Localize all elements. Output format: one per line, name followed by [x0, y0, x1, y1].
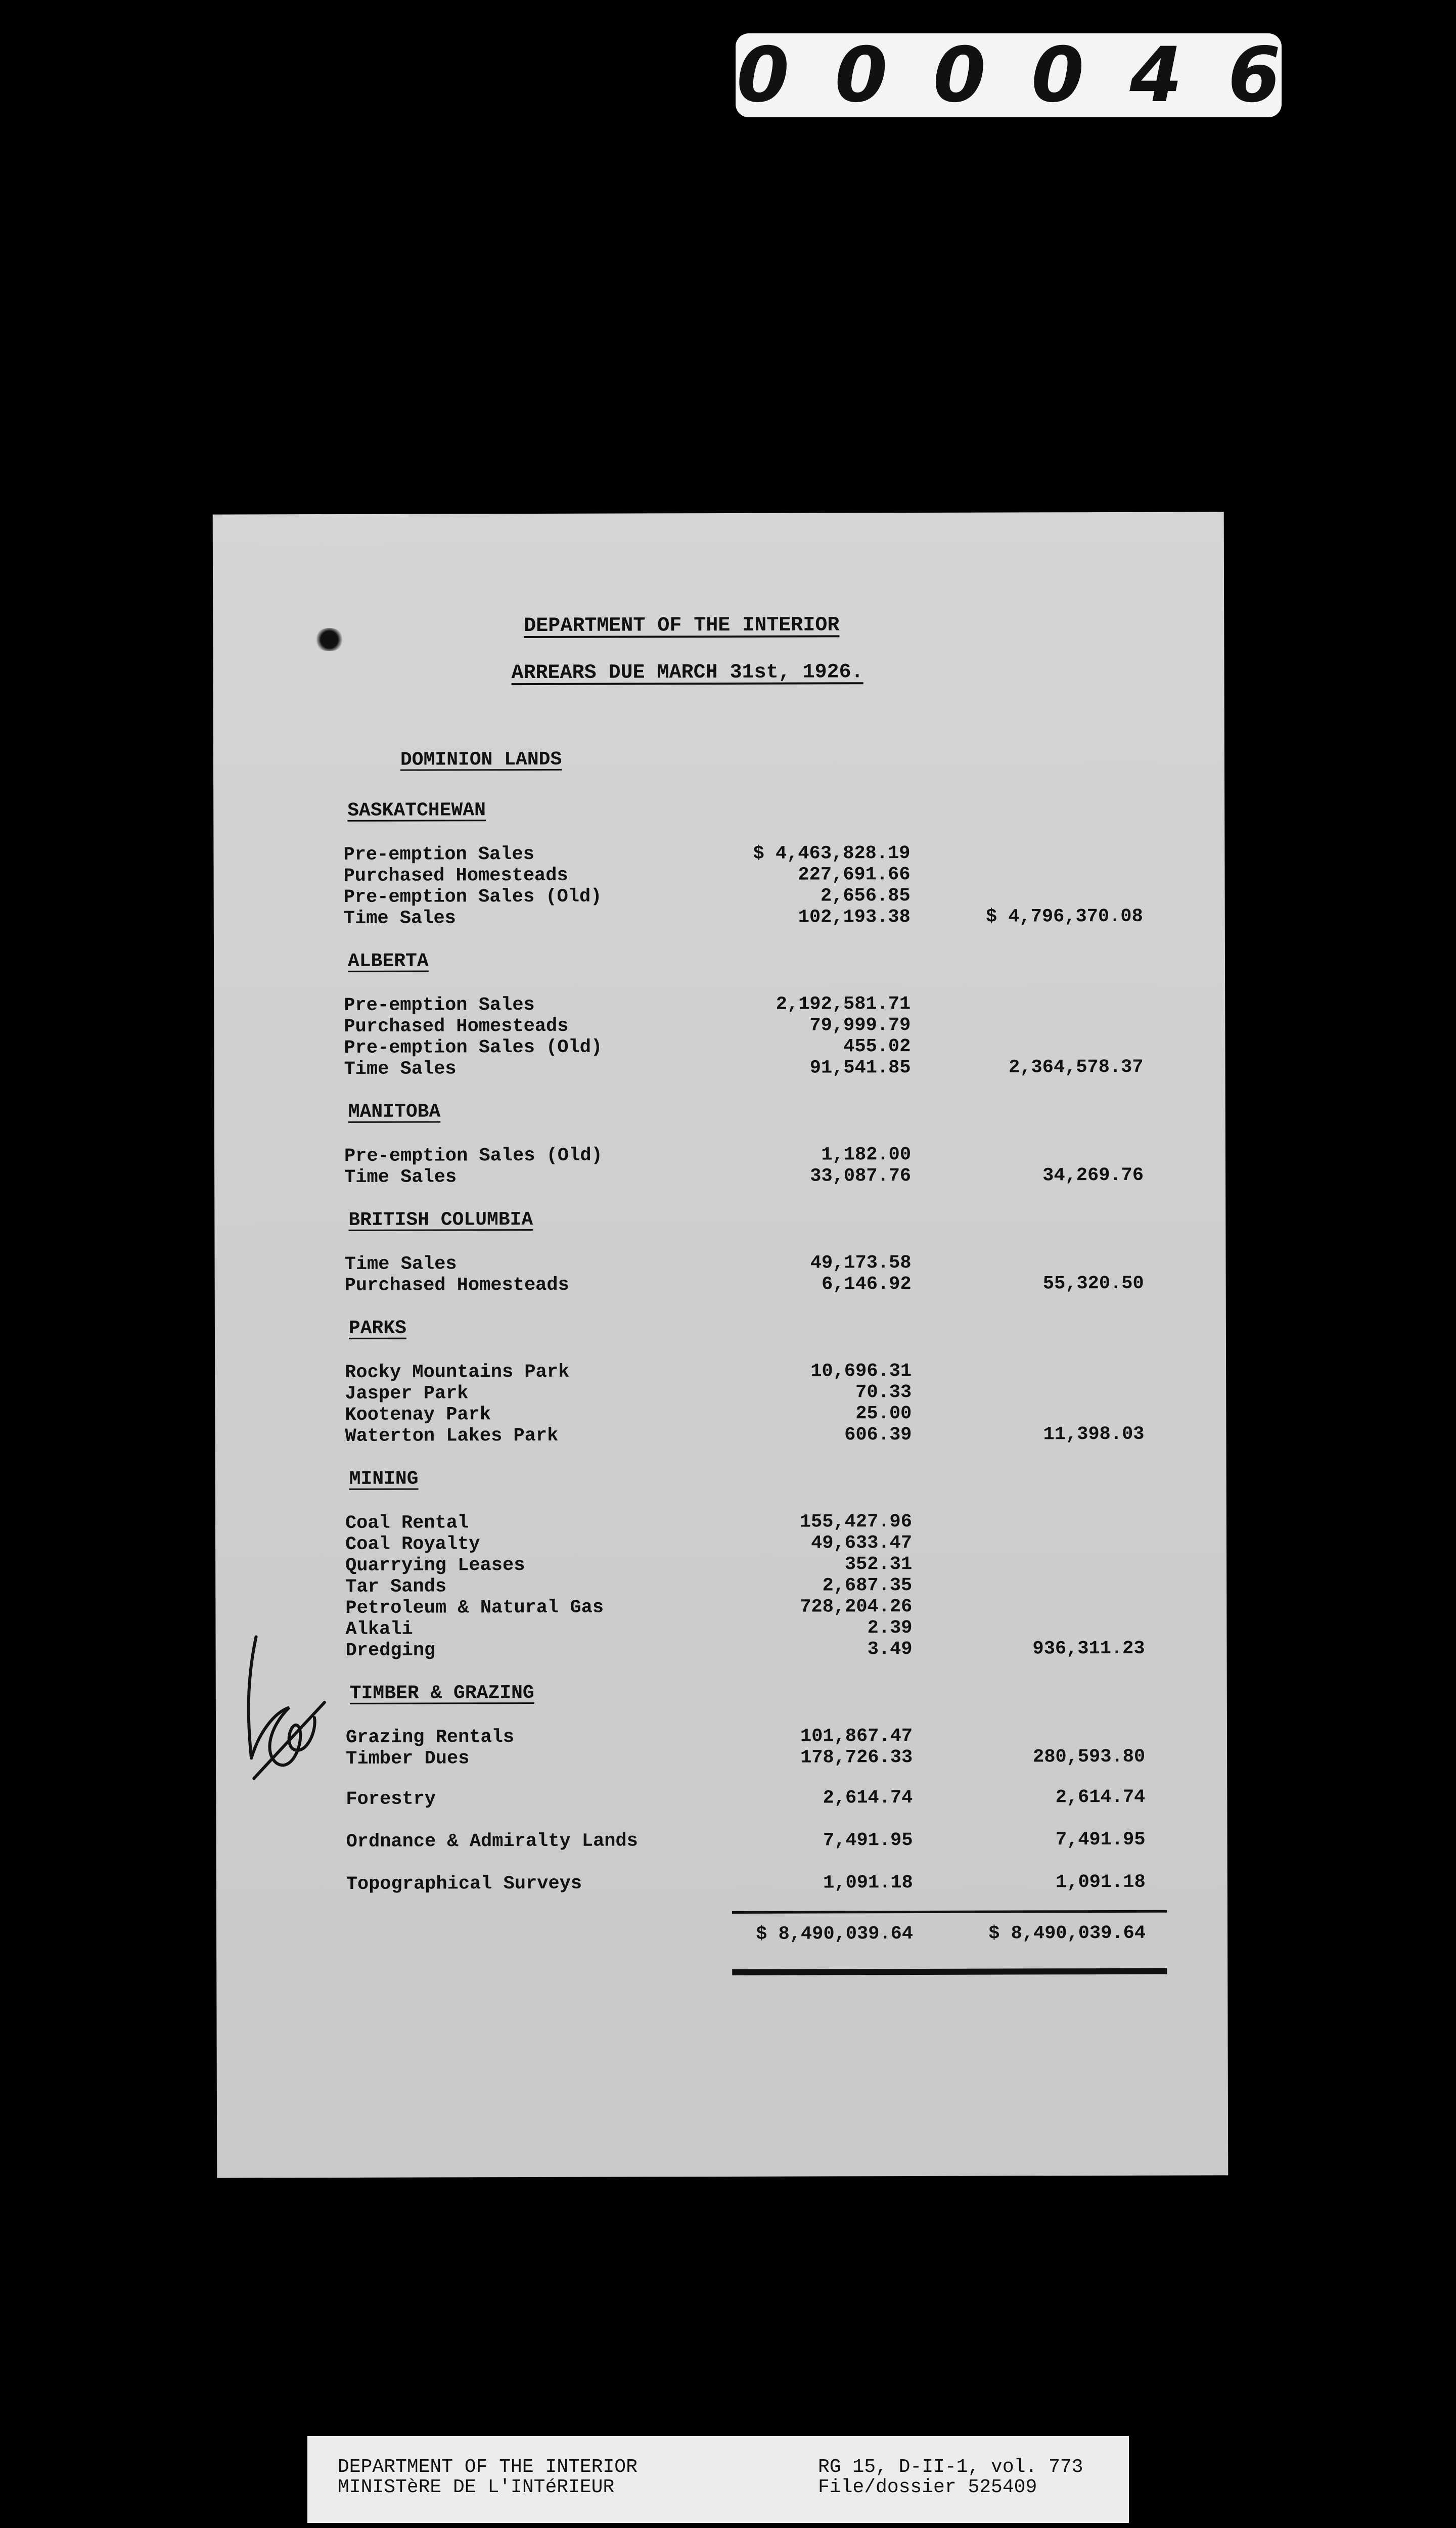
grand-total-total: $ 8,490,039.64 — [988, 1922, 1146, 1945]
row-label: Purchased Homesteads — [343, 865, 568, 887]
row-label: Dredging — [345, 1640, 436, 1661]
row-amount: 227,691.66 — [798, 864, 911, 886]
row-total: 936,311.23 — [1032, 1638, 1145, 1660]
ledger-row-single — [216, 1786, 1227, 1811]
row-label: Purchased Homesteads — [344, 1274, 569, 1296]
row-amount: 33,087.76 — [810, 1165, 912, 1187]
row-label: Pre-emption Sales (Old) — [344, 1036, 603, 1059]
row-label: Tar Sands — [345, 1576, 447, 1598]
row-label: Waterton Lakes Park — [345, 1425, 559, 1447]
row-amount: 6,146.92 — [821, 1274, 912, 1295]
row-amount: 455.02 — [843, 1036, 911, 1058]
ledger-row — [214, 906, 1225, 930]
document-subtitle: ARREARS DUE MARCH 31st, 1926. — [511, 661, 863, 685]
row-total: 2,614.74 — [1055, 1786, 1146, 1809]
ledger-row — [216, 1638, 1227, 1662]
archive-ref-dept-en: DEPARTMENT OF THE INTERIOR — [338, 2456, 638, 2478]
total-rule-bottom — [732, 1968, 1167, 1975]
ledger-row — [216, 1746, 1227, 1771]
row-label: Grazing Rentals — [345, 1727, 515, 1748]
row-amount: 2.39 — [867, 1617, 913, 1639]
row-amount: 10,696.31 — [810, 1361, 912, 1382]
row-label: Pre-emption Sales — [343, 843, 534, 866]
row-amount: 1,182.00 — [821, 1144, 912, 1166]
row-amount: 2,192,581.71 — [776, 994, 911, 1015]
document-title: DEPARTMENT OF THE INTERIOR — [524, 614, 840, 638]
row-label: Coal Rental — [345, 1512, 469, 1534]
row-total: 280,593.80 — [1033, 1746, 1146, 1768]
row-amount: 7,491.95 — [823, 1830, 913, 1852]
row-total: 1,091.18 — [1056, 1871, 1146, 1893]
row-amount: 2,614.74 — [823, 1787, 913, 1809]
row-total: 7,491.95 — [1055, 1829, 1146, 1851]
total-rule-top — [732, 1910, 1167, 1914]
group-heading: SASKATCHEWAN — [347, 799, 486, 822]
handwritten-initials — [228, 1627, 330, 1789]
row-amount: 102,193.38 — [798, 907, 911, 928]
row-label: Time Sales — [343, 908, 456, 929]
archive-ref-volume: RG 15, D-II-1, vol. 773 — [818, 2456, 1083, 2478]
row-amount: 2,687.35 — [822, 1575, 913, 1597]
row-total: 34,269.76 — [1042, 1164, 1144, 1187]
row-label: Petroleum & Natural Gas — [345, 1597, 604, 1619]
row-amount: 352.31 — [844, 1554, 913, 1575]
ledger-row — [215, 1273, 1226, 1297]
grand-total-amount: $ 8,490,039.64 — [756, 1923, 914, 1945]
row-amount: 49,633.47 — [811, 1532, 913, 1554]
row-total: 11,398.03 — [1043, 1423, 1145, 1446]
grand-total-row — [216, 1922, 1227, 1947]
row-total: $ 4,796,370.08 — [985, 906, 1143, 928]
row-label: Kootenay Park — [345, 1404, 491, 1426]
row-label: Pre-emption Sales (Old) — [343, 886, 602, 908]
row-amount: 178,726.33 — [800, 1747, 913, 1769]
row-total: 55,320.50 — [1042, 1273, 1144, 1295]
row-label: Pre-emption Sales (Old) — [344, 1145, 603, 1167]
row-label: Time Sales — [344, 1166, 457, 1188]
group-heading: TIMBER & GRAZING — [349, 1682, 534, 1704]
ledger-row-single — [216, 1829, 1227, 1854]
frame-number-plate — [736, 31, 1327, 119]
archive-reference-label — [307, 2436, 1129, 2523]
group-heading: MANITOBA — [348, 1101, 441, 1123]
row-label: Ordnance & Admiralty Lands — [346, 1830, 638, 1853]
row-label: Time Sales — [344, 1253, 457, 1275]
group-heading: ALBERTA — [347, 950, 429, 972]
archive-ref-dept-fr: MINISTèRE DE L'INTéRIEUR — [338, 2476, 615, 2498]
frame-number: 000046 — [736, 31, 1327, 119]
row-amount: $ 4,463,828.19 — [753, 843, 911, 865]
ink-blot — [314, 628, 344, 651]
row-amount: 101,867.47 — [800, 1726, 913, 1747]
row-label: Timber Dues — [346, 1748, 470, 1770]
section-heading: DOMINION LANDS — [400, 748, 562, 771]
row-amount: 1,091.18 — [823, 1872, 913, 1894]
group-heading: PARKS — [348, 1317, 406, 1339]
row-label: Topographical Surveys — [346, 1873, 582, 1895]
row-amount: 91,541.85 — [809, 1057, 911, 1079]
row-label: Jasper Park — [345, 1383, 469, 1405]
row-label: Pre-emption Sales — [344, 994, 535, 1016]
row-amount: 25.00 — [855, 1403, 912, 1425]
group-heading: MINING — [349, 1468, 419, 1490]
row-label: Purchased Homesteads — [344, 1015, 569, 1037]
row-amount: 155,427.96 — [799, 1511, 912, 1533]
row-label: Alkali — [345, 1618, 413, 1640]
row-label: Rocky Mountains Park — [345, 1361, 570, 1383]
ledger-row — [215, 1423, 1226, 1448]
row-amount: 2,656.85 — [820, 885, 911, 907]
row-label: Coal Royalty — [345, 1533, 480, 1555]
group-heading: BRITISH COLUMBIA — [348, 1208, 533, 1231]
row-amount: 70.33 — [855, 1382, 912, 1404]
document-sheet — [213, 512, 1228, 2178]
row-amount: 3.49 — [867, 1639, 913, 1660]
ledger-row — [214, 1056, 1225, 1081]
row-label: Forestry — [346, 1788, 436, 1810]
ledger-row — [214, 1164, 1225, 1189]
archive-ref-file: File/dossier 525409 — [818, 2476, 1037, 2498]
row-amount: 728,204.26 — [800, 1596, 913, 1618]
row-label: Time Sales — [344, 1058, 457, 1080]
row-total: 2,364,578.37 — [1009, 1056, 1144, 1078]
row-amount: 606.39 — [844, 1424, 912, 1446]
row-amount: 79,999.79 — [809, 1015, 911, 1036]
row-label: Quarrying Leases — [345, 1555, 525, 1576]
ledger-row-single — [216, 1871, 1227, 1896]
row-amount: 49,173.58 — [810, 1252, 912, 1274]
